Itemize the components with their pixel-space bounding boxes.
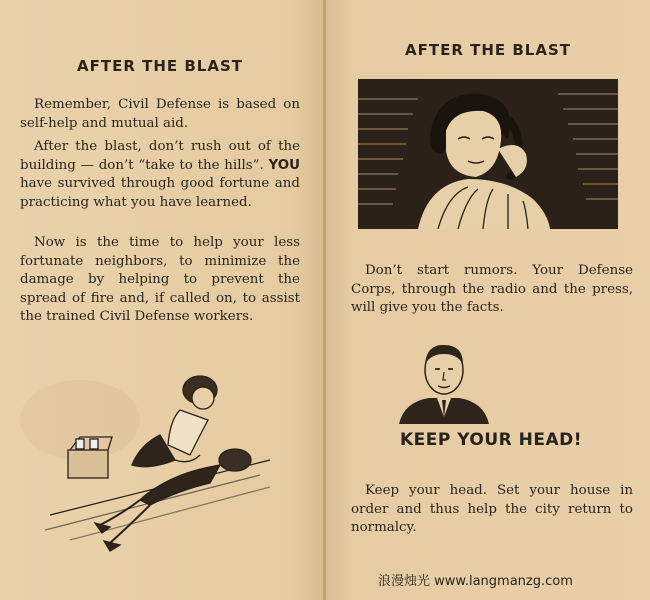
left-para-1: Remember, Civil Defense is based on self-help and mutual aid. [20,97,300,131]
rumor-text: Don’t start rumors. Your Defense Corps, through the radio and the press, will give you the facts. [351,263,633,315]
keep-your-head-heading: KEEP YOUR HEAD! [399,430,583,450]
first-aid-illustration [40,365,280,555]
left-para-3: Now is the time to help your less fortunate neighbors, to minimize the damage by helping to prevent the spread of fire and, if called on, to assist the trained Civil Defense workers. [20,235,300,324]
keep-your-head-text: Keep your head. Set your house in order and thus help the city return to normalcy. [351,483,633,535]
right-page-heading: AFTER THE BLAST [405,41,571,59]
man-portrait-illustration [399,342,489,424]
you-emphasis: YOU [268,157,300,173]
watermark: 浪漫烛光 www.langmanzg.com [378,574,573,589]
woman-on-phone-illustration [358,79,618,229]
left-page-heading: AFTER THE BLAST [77,57,243,75]
right-page [326,0,650,600]
left-para-2: After the blast, don’t rush out of the building — don’t “take to the hills”. YOU have survived through good fortune and practicing what you have learned. [20,139,300,210]
